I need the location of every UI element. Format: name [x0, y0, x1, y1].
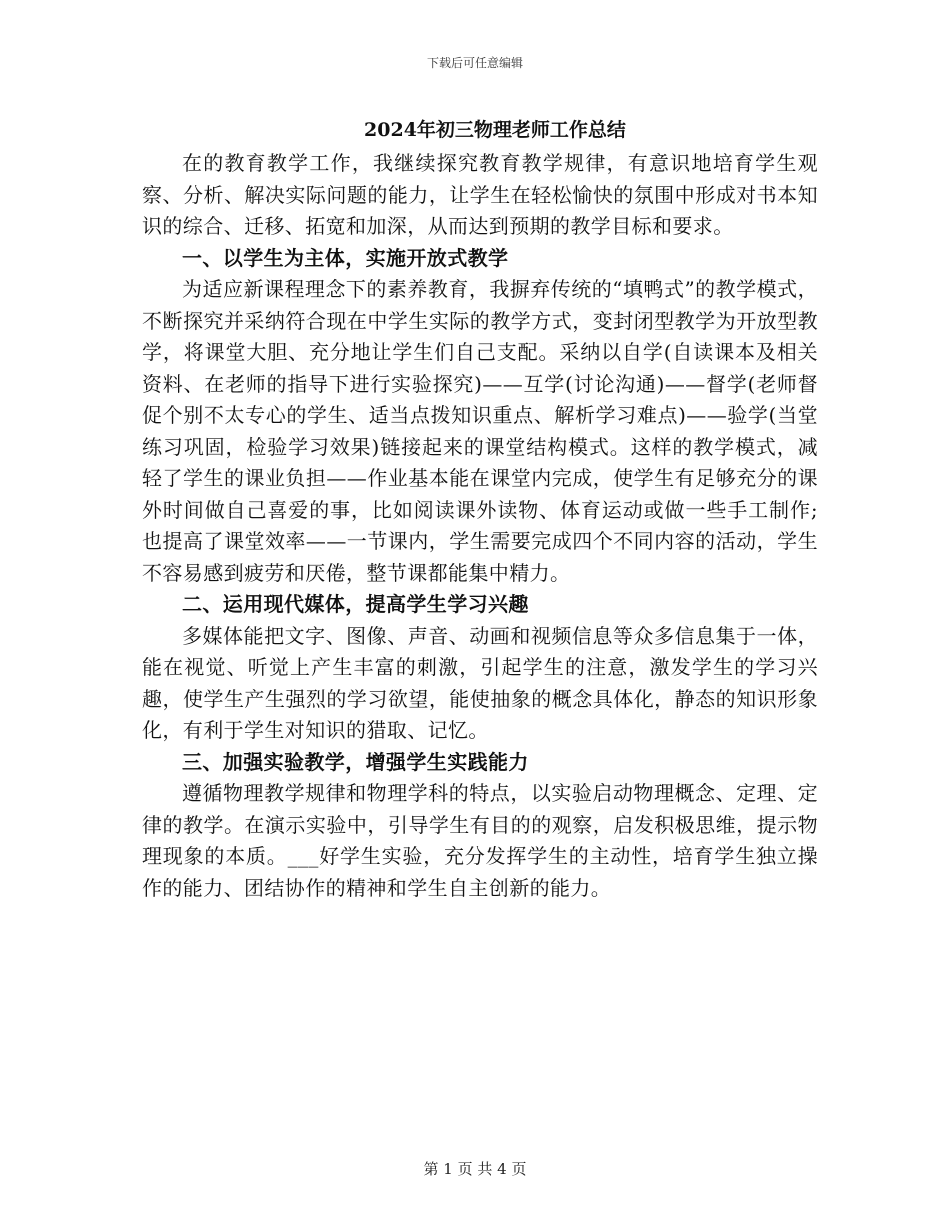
section-paragraph-3: 遵循物理教学规律和物理学科的特点，以实验启动物理概念、定理、定律的教学。在演示实验中，引导学生有目的的观察，启发积极思维，提示物理现象的本质。___好学生实验，充分发挥学生的主动性，培育学生独立操作的能力、团结协作的精神和学生自主创新的能力。 — [142, 781, 818, 900]
page-number: 第 1 页 共 4 页 — [423, 1160, 527, 1178]
document-body — [142, 148, 818, 904]
header-note: 下载后可任意编辑 — [426, 56, 523, 70]
document-title: 2024年初三物理老师工作总结 — [364, 119, 626, 141]
section-paragraph-1: 为适应新课程理念下的素养教育，我摒弃传统的“填鸭式”的教学模式，不断探究并采纳符合现在中学生实际的教学方式，变封闭型教学为开放型教学，将课堂大胆、充分地让学生们自己支配。采纳以自学(自读课本及相关资料、在老师的指导下进行实验探究)——互学(讨论沟通)——督学(老师督促个别不太专心的学生、适当点拨知识重点、解析学习难点)——验学(当堂练习巩固，检验学习效果)链接起来的课堂结构模式。这样的教学模式，减轻了学生的课业负担——作业基本能在课堂内完成，使学生有足够充分的课外时间做自己喜爱的事，比如阅读课外读物、体育运动或做一些手工制作;也提高了课堂效率——一节课内，学生需要完成四个不同内容的活动，学生不容易感到疲劳和厌倦，整节课都能集中精力。 — [142, 277, 818, 585]
section-paragraph-2: 多媒体能把文字、图像、声音、动画和视频信息等众多信息集于一体，能在视觉、听觉上产生丰富的刺激，引起学生的注意，激发学生的学习兴趣，使学生产生强烈的学习欲望，能使抽象的概念具体化，静态的知识形象化，有利于学生对知识的猎取、记忆。 — [142, 623, 818, 742]
section-heading-2: 二、运用现代媒体，提高学生学习兴趣 — [182, 592, 529, 616]
section-heading-1: 一、以学生为主体，实施开放式教学 — [182, 245, 509, 270]
intro-paragraph: 在的教育教学工作，我继续探究教育教学规律，有意识地培育学生观察、分析、解决实际问题的能力，让学生在轻松愉快的氛围中形成对书本知识的综合、迁移、拓宽和加深，从而达到预期的教学目标和要求。 — [142, 151, 818, 238]
section-heading-3: 三、加强实验教学，增强学生实践能力 — [182, 749, 529, 774]
